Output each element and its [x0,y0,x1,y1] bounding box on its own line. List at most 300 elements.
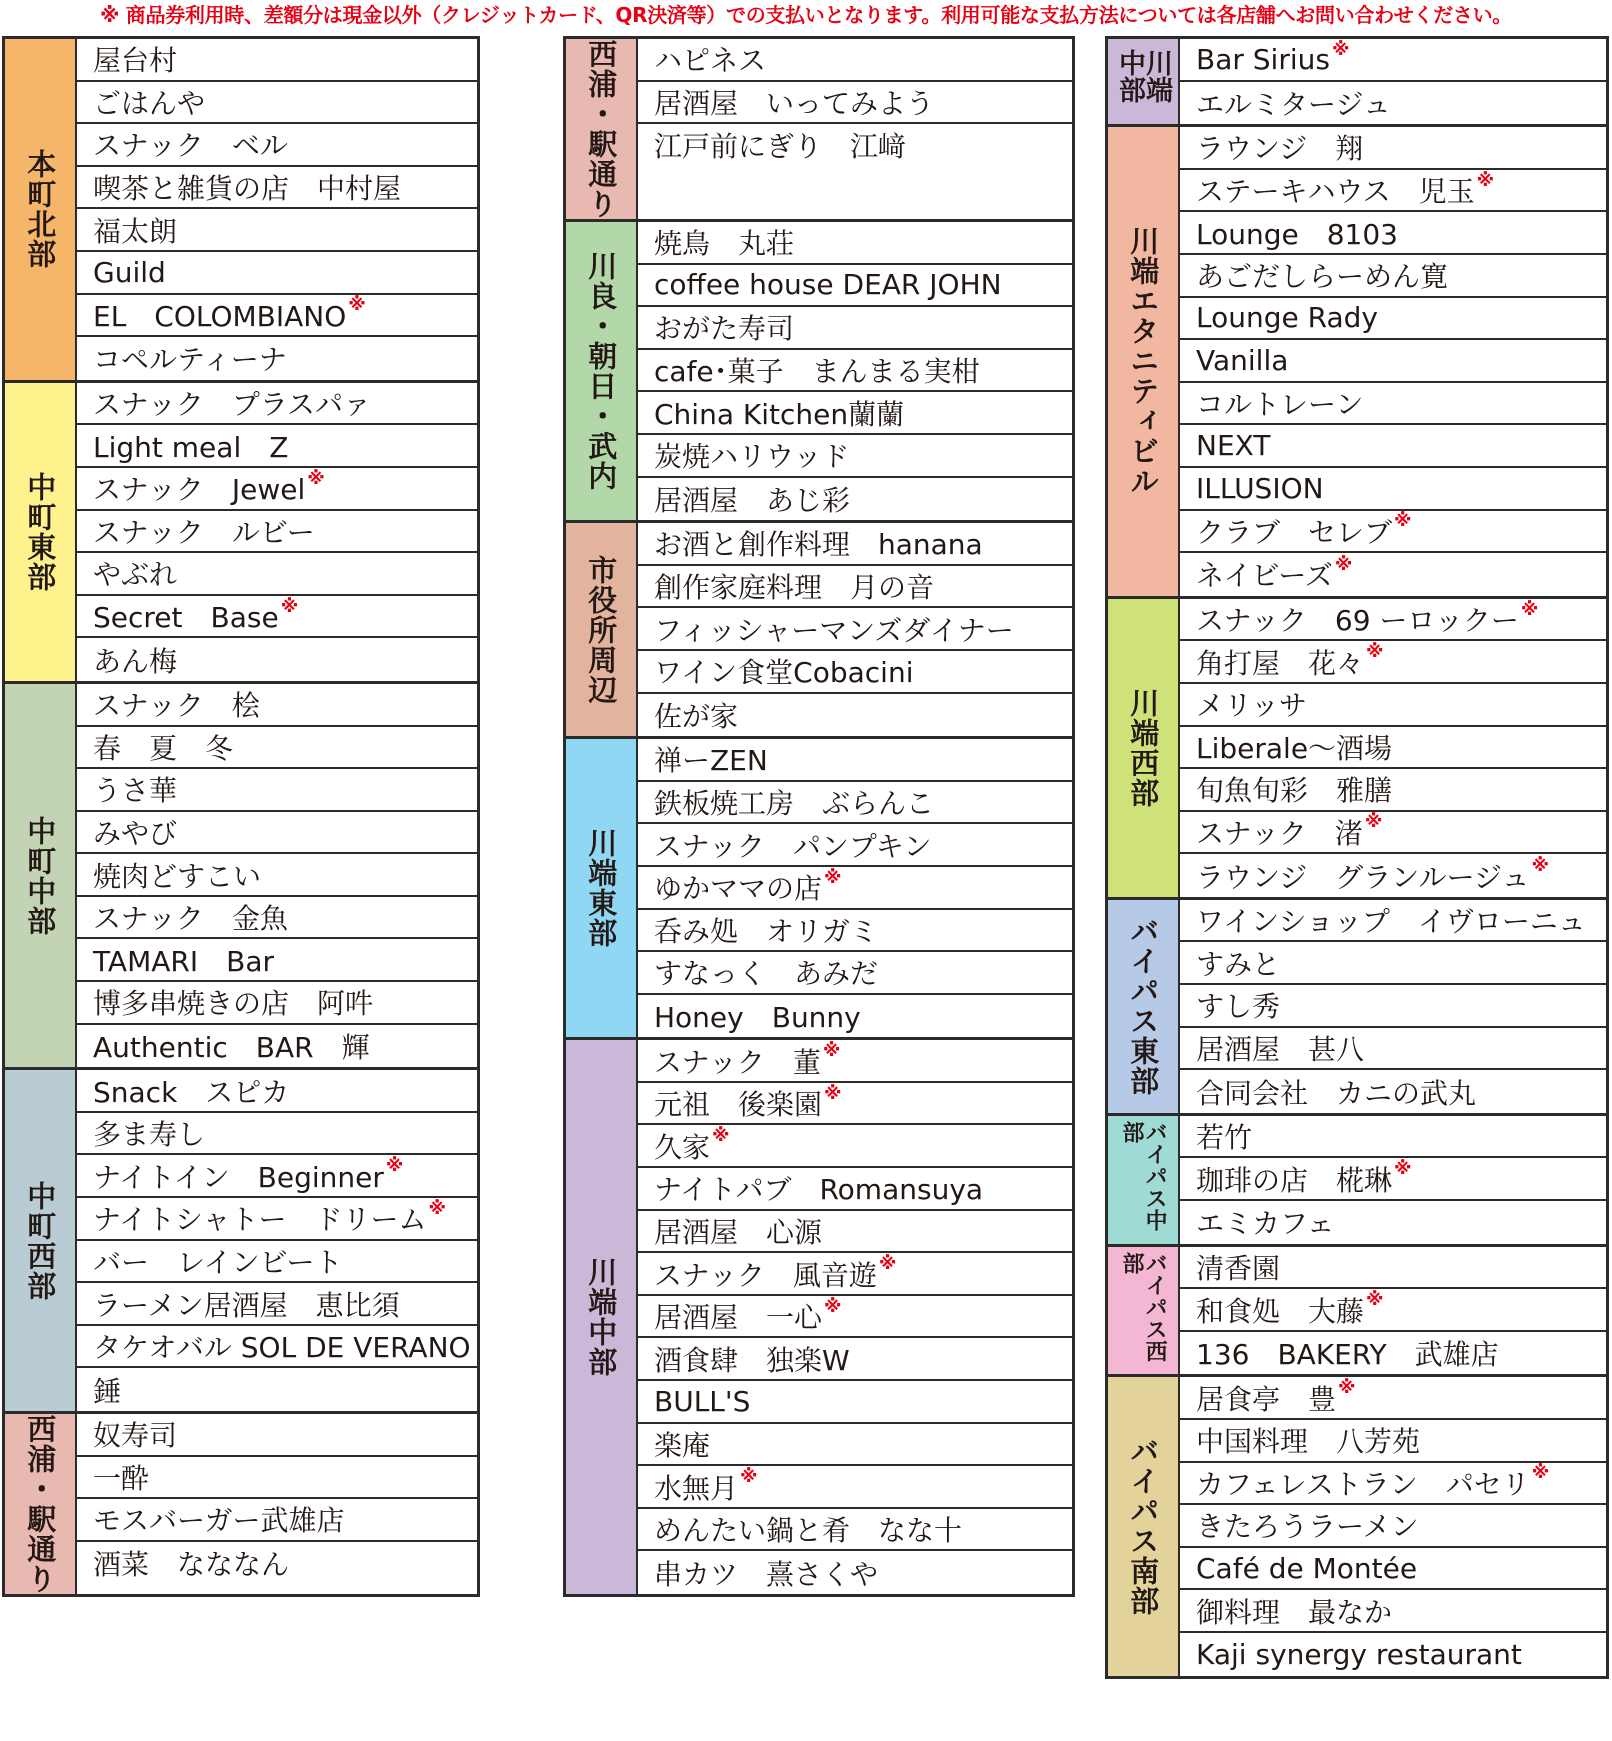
shop-row [638,1168,1072,1211]
note-mark: ※ [1334,553,1353,575]
area-section [1108,900,1606,1116]
shop-name: 清香園 [1196,1251,1281,1285]
area-name: 西浦・駅通り [23,1414,58,1594]
area-name: 中町中部 [23,815,58,936]
shop-name: ラウンジ 翔 [1196,132,1364,166]
shop-row [1180,1201,1606,1244]
shop-name: 御料理 最なか [1196,1595,1393,1629]
shop-row [638,1424,1072,1467]
shop-row [1180,425,1606,468]
shop-row [638,824,1072,867]
area-section [1108,1377,1606,1675]
shop-row [638,952,1072,995]
area-section [5,383,477,684]
shop-list [1180,900,1606,1113]
shop-row [77,982,477,1025]
area-label [5,1414,77,1594]
shop-list [638,39,1072,219]
area-name: 中町東部 [23,471,58,592]
shop-row [77,1113,477,1156]
shop-row [638,1509,1072,1552]
area-section [1108,39,1606,127]
shop-row [77,383,477,426]
shop-name: メリッサ [1196,689,1307,723]
shop-row [638,566,1072,609]
shop-list [638,222,1072,520]
note-mark: ※ [428,1198,446,1219]
shop-name: めんたい鍋と肴 なな十 [654,1514,963,1548]
shop-row [1180,1548,1606,1591]
shop-name: スナック 金魚 [93,902,288,936]
shop-name: 136 BAKERY 武雄店 [1196,1338,1499,1372]
shop-row [77,684,477,727]
shop-name: 呑み処 オリガミ [654,914,878,948]
shop-list [77,1070,477,1411]
shop-name: Authentic BAR 輝 [93,1030,370,1064]
shop-list [77,1414,477,1594]
area-label [1108,599,1180,897]
shop-name: ナイトシャトー ドリーム [93,1203,427,1237]
note-mark: ※ [1364,811,1383,833]
area-label [1108,39,1180,124]
area-label [5,1070,77,1411]
shop-column-3 [1105,36,1609,1679]
shop-name: ごはんや [93,86,206,120]
shop-row [638,39,1072,82]
shop-row [638,782,1072,825]
payment-notice: ※ 商品券利用時、差額分は現金以外（クレジットカード、QR決済等）での支払いとなります。利用可能な支払方法については各店舗へお問い合わせください。 [99,3,1512,27]
area-label [566,39,638,219]
shop-name: ハピネス [654,44,767,78]
shop-row [77,511,477,554]
shop-row [1180,1633,1606,1676]
shop-name: ILLUSION [1196,471,1324,505]
shop-row [1180,1247,1606,1290]
shop-row [638,1211,1072,1254]
shop-name: 旬魚旬彩 雅膳 [1196,774,1393,808]
shop-list [1180,127,1606,596]
shop-name: 一酔 [93,1461,150,1495]
note-mark: ※ [740,1466,758,1488]
shop-name: 福太朗 [93,214,178,248]
shop-name: スナック 69 ーロックー [1196,604,1519,638]
note-mark: ※ [824,866,842,888]
note-mark: ※ [1531,855,1549,877]
shop-row [638,82,1072,125]
shop-name: コペルティーナ [93,343,287,377]
shop-row [638,1381,1072,1424]
shop-row [638,995,1072,1038]
shop-name: Kaji synergy restaurant [1196,1637,1522,1671]
note-mark: ※ [307,467,325,489]
shop-name: 串カツ 熹さくや [654,1557,879,1591]
shop-name: タケオバル SOL DE VERANO [93,1331,471,1365]
shop-name: 和食処 大藤 [1196,1294,1365,1328]
shop-name: 居酒屋 一心 [654,1301,823,1335]
shop-row [77,39,477,82]
note-mark: ※ [1331,39,1350,60]
shop-name: 創作家庭料理 月の音 [654,571,935,605]
note-mark: ※ [824,1295,842,1317]
shop-row [77,812,477,855]
shop-list [77,684,477,1067]
shop-name: お酒と創作料理 hanana [654,528,983,562]
shop-name: クラブ セレブ [1196,515,1393,549]
shop-list [638,523,1072,736]
shop-row [1180,1505,1606,1548]
note-mark: ※ [1476,169,1495,191]
shop-row [1180,1028,1606,1071]
shop-name: スナック プラスパァ [93,388,372,422]
shop-name: やぶれ [93,558,178,592]
area-section [1108,1116,1606,1247]
shop-name: カフェレストラン パセリ [1196,1467,1530,1501]
shop-row [638,694,1072,737]
area-name: バイパス東部 [1126,916,1161,1097]
shop-name: ナイトイン Beginner [93,1160,384,1194]
shop-row [1180,1420,1606,1463]
shop-row [638,392,1072,435]
shop-name: スナック 桧 [93,689,260,723]
shop-list [1180,39,1606,124]
area-section [5,1070,477,1414]
shop-row [638,350,1072,393]
shop-name: 元祖 後楽園 [654,1088,823,1122]
note-mark: ※ [1366,1289,1384,1311]
shop-column-2 [563,36,1075,1597]
note-mark: ※ [824,1082,842,1104]
shop-name: cafe･菓子 まんまる実柑 [654,355,980,389]
shop-row [77,1025,477,1068]
shop-row [638,478,1072,521]
shop-row [77,939,477,982]
shop-name: ワインショップ イヴローニュ [1196,905,1586,939]
shop-row [77,1198,477,1241]
shop-name: 博多串焼きの店 阿吽 [93,987,374,1021]
area-name: 西浦・駅通り [584,39,619,219]
shop-name: エルミタージュ [1196,87,1391,121]
shop-row [1180,212,1606,255]
shop-row [1180,1116,1606,1159]
shop-name: スナック 董 [654,1045,821,1079]
shop-row [638,1253,1072,1296]
area-name: 川端中部 [584,1257,619,1378]
shop-row [1180,599,1606,642]
shop-name: 居酒屋 いってみよう [654,86,935,120]
shop-name: バー レインビート [93,1245,343,1279]
shop-list [638,739,1072,1037]
shop-name: Lounge 8103 [1196,217,1398,251]
shop-name: Liberale～酒場 [1196,731,1393,765]
shop-row [638,1296,1072,1339]
shop-row [1180,900,1606,943]
shop-row [77,1155,477,1198]
shop-row [1180,1463,1606,1506]
shop-row [638,1125,1072,1168]
shop-row [77,209,477,252]
shop-name: 佐が家 [654,699,739,733]
area-label [1108,1116,1180,1244]
shop-name: Lounge Rady [1196,301,1378,335]
shop-row [77,468,477,511]
shop-name: ラウンジ グランルージュ [1196,860,1530,894]
shop-name: Vanilla [1196,343,1289,377]
note-mark: ※ [1394,510,1412,532]
shop-row [638,910,1072,953]
shop-name: 水無月 [654,1471,739,1505]
shop-row [77,596,477,639]
shop-name: 合同会社 カニの武丸 [1196,1076,1477,1110]
shop-name: Guild [93,255,166,289]
shop-row [638,265,1072,308]
note-mark: ※ [878,1253,897,1275]
area-section [566,739,1072,1040]
shop-row [77,1368,477,1411]
shop-row [77,1414,477,1457]
shop-name: ステーキハウス 児玉 [1196,175,1475,209]
shop-row [1180,727,1606,770]
shop-name: 鉄板焼工房 ぶらんこ [654,787,935,821]
area-label [1108,127,1180,596]
area-section [566,39,1072,222]
shop-name: ラーメン居酒屋 恵比須 [93,1288,400,1322]
note-mark: ※ [712,1125,730,1147]
shop-row [1180,82,1606,125]
shop-row [1180,769,1606,812]
area-label [5,684,77,1067]
shop-name: 喫茶と雑貨の店 中村屋 [93,172,402,206]
shop-list [1180,1377,1606,1675]
shop-name: EL COLOMBIANO [93,299,347,333]
shop-row [1180,553,1606,596]
shop-name: ゆかママの店 [654,872,823,906]
shop-row [77,82,477,125]
shop-name: ネイビーズ [1196,559,1333,593]
shop-row [77,897,477,940]
shop-name: スナック ベル [93,129,288,163]
shop-row [638,1466,1072,1509]
shop-row [1180,1332,1606,1375]
area-name: バイパス西部 [1119,1251,1168,1362]
area-section [1108,1247,1606,1378]
shop-name: 奴寿司 [93,1419,178,1453]
note-mark: ※ [1394,1158,1412,1180]
shop-name: 居酒屋 あじ彩 [654,483,851,517]
shop-row [638,307,1072,350]
shop-row [638,867,1072,910]
area-label [566,739,638,1037]
note-mark: ※ [822,1040,841,1062]
shop-row [77,553,477,596]
note-mark: ※ [1531,1462,1550,1484]
shop-row [638,651,1072,694]
area-label [566,1040,638,1594]
shop-name: 春 夏 冬 [93,731,234,765]
shop-row [77,1283,477,1326]
shop-row [1180,942,1606,985]
shop-name: 錘 [93,1374,122,1408]
shop-name: モスバーガー武雄店 [93,1504,345,1538]
shop-name: 禅ーZEN [654,744,768,778]
note-mark: ※ [1520,598,1539,620]
area-section [566,1040,1072,1594]
shop-row [77,124,477,167]
shop-row [77,1542,477,1585]
shop-name: Secret Base [93,601,279,635]
area-name: 川端エタニティビル [1126,226,1161,497]
area-name: 川良・朝日・武内 [584,251,619,492]
shop-row [1180,340,1606,383]
shop-row [638,608,1072,651]
shop-row [77,337,477,380]
shop-name: BULL'S [654,1384,751,1418]
shop-name: 酒菜 なななん [93,1548,290,1582]
area-label [1108,900,1180,1113]
shop-name: すみと [1196,947,1281,981]
shop-name: Snack スピカ [93,1075,290,1109]
shop-name: フィッシャーマンズダイナー [654,613,1014,647]
shop-row [638,222,1072,265]
area-label [1108,1377,1180,1675]
shop-row [77,295,477,338]
shop-name: コルトレーン [1196,388,1364,422]
area-section [566,222,1072,523]
shop-name: あん梅 [93,644,178,678]
shop-column-1 [2,36,480,1597]
note-mark: ※ [280,595,299,617]
note-mark: ※ [1338,1377,1356,1399]
shop-name: 焼肉どすこい [93,859,262,893]
shop-name: ナイトパブ Romansuya [654,1173,984,1207]
shop-name: coffee house DEAR JOHN [654,268,1002,302]
area-name: 市役所周辺 [584,554,619,705]
area-name: 川端東部 [584,828,619,949]
shop-row [638,1551,1072,1594]
shop-name: 焼鳥 丸荘 [654,227,795,261]
area-name: バイパス中部 [1119,1120,1168,1231]
shop-name: Café de Montée [1196,1551,1418,1585]
area-section [1108,127,1606,599]
area-section [5,1414,477,1594]
area-section [566,523,1072,739]
area-section [5,39,477,383]
note-mark: ※ [385,1155,404,1177]
shop-row [1180,812,1606,855]
shop-name: Light meal Z [93,430,289,464]
area-section [5,684,477,1070]
shop-row [77,727,477,770]
shop-row [1180,383,1606,426]
shop-row [77,425,477,468]
shop-name: 多ま寿し [93,1118,206,1152]
shop-name: うさ華 [93,774,178,808]
shop-name: 久家 [654,1130,711,1164]
shop-name: China Kitchen蘭蘭 [654,397,905,431]
shop-row [77,769,477,812]
shop-row [1180,255,1606,298]
shop-row [77,1457,477,1500]
shop-row [77,252,477,295]
shop-name: すなっく あみだ [654,957,879,991]
area-name: 川端中部 [1114,48,1172,103]
shop-row [638,739,1072,782]
shop-row [1180,1289,1606,1332]
shop-row [1180,298,1606,341]
shop-list [1180,1116,1606,1244]
shop-name: 居酒屋 甚八 [1196,1032,1365,1066]
note-mark: ※ [348,294,366,316]
shop-list [1180,1247,1606,1375]
shop-row [638,435,1072,478]
shop-row [77,854,477,897]
shop-list [638,1040,1072,1594]
shop-name: すし秀 [1196,990,1281,1024]
shop-name: 炭焼ハリウッド [654,440,850,474]
shop-row [1180,39,1606,82]
area-label [5,383,77,681]
shop-name: NEXT [1196,429,1271,463]
area-name: バイパス南部 [1126,1436,1161,1617]
area-name: 中町西部 [23,1180,58,1301]
shop-row [1180,468,1606,511]
shop-name: 酒食肆 独楽W [654,1343,850,1377]
shop-row [1180,854,1606,897]
shop-row [77,1070,477,1113]
shop-name: 屋台村 [93,44,178,78]
area-label [566,222,638,520]
shop-list [1180,599,1606,897]
shop-row [1180,1590,1606,1633]
shop-name: きたろうラーメン [1196,1510,1419,1544]
shop-name: スナック Jewel [93,473,306,507]
shop-row [1180,985,1606,1028]
shop-name: ワイン食堂Cobacini [654,656,914,690]
shop-row [77,1241,477,1284]
shop-row [77,638,477,681]
shop-name: スナック 風音遊 [654,1258,877,1292]
area-name: 本町北部 [23,149,58,270]
shop-name: 江戸前にぎり 江﨑 [654,130,907,164]
shop-name: 居酒屋 心源 [654,1215,823,1249]
shop-row [638,124,1072,167]
shop-name: スナック 渚 [1196,816,1363,850]
shop-name: みやび [93,816,178,850]
shop-row [77,1499,477,1542]
shop-row [1180,170,1606,213]
note-mark: ※ [1366,641,1384,663]
shop-row [1180,641,1606,684]
shop-list [77,39,477,380]
shop-name: 角打屋 花々 [1196,646,1365,680]
shop-row [638,1338,1072,1381]
shop-row [638,1083,1072,1126]
shop-name: TAMARI Bar [93,944,274,978]
shop-name: Honey Bunny [654,1000,861,1034]
shop-name: あごだしらーめん寛 [1196,260,1449,294]
area-label [5,39,77,380]
area-section [1108,599,1606,900]
area-label [1108,1247,1180,1375]
shop-row [1180,1158,1606,1201]
shop-row [638,523,1072,566]
area-name: 川端西部 [1126,687,1161,808]
shop-row [638,1040,1072,1083]
shop-row [77,1326,477,1369]
shop-row [1180,1070,1606,1113]
area-label [566,523,638,736]
shop-name: 居食亭 豊 [1196,1382,1337,1416]
shop-name: おがた寿司 [654,312,795,346]
